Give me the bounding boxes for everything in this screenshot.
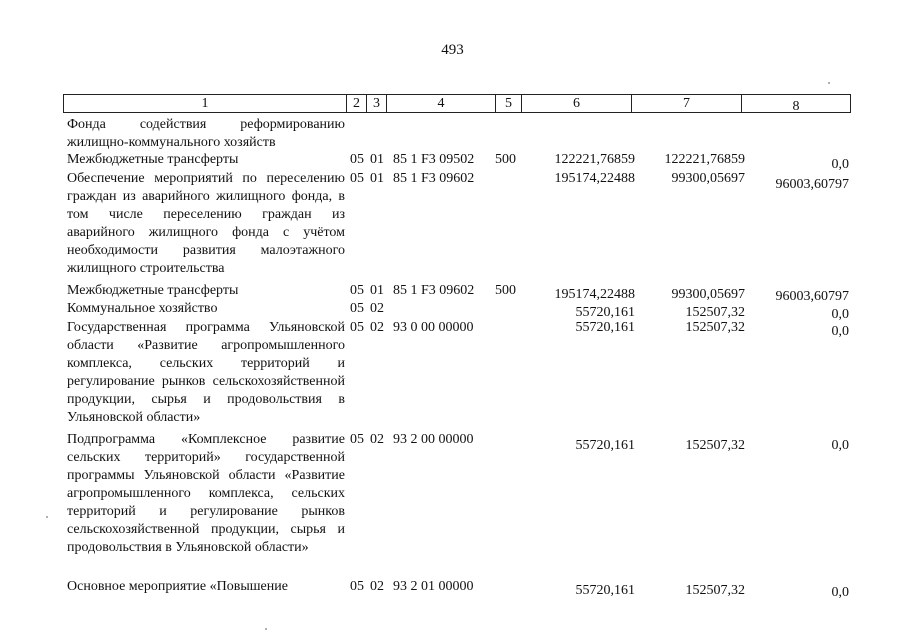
row-section: 05 — [350, 579, 364, 594]
row-value-6: 195174,22488 — [554, 287, 635, 302]
row-value-7: 122221,76859 — [664, 152, 745, 167]
row-code: 93 2 01 00000 — [393, 579, 474, 594]
row-value-7: 152507,32 — [685, 583, 745, 598]
row-value-8: 0,0 — [831, 585, 849, 600]
row-value-6: 55720,161 — [575, 305, 635, 320]
row-code: 85 1 F3 09502 — [393, 152, 475, 167]
header-col-7: 7 — [631, 94, 741, 113]
row-code: 85 1 F3 09602 — [393, 171, 475, 186]
row-section: 05 — [350, 320, 364, 335]
row-subsection: 01 — [370, 152, 384, 167]
header-col-1: 1 — [63, 94, 346, 113]
row-description: Государственная программа Ульяновской области «Развитие агропромышленного комплекса, сельских территорий и регулирование рынков сельскохозяйственной продукции, сырья и продовольствия в Ульяновской области» — [67, 320, 345, 425]
row-value-7: 152507,32 — [685, 320, 745, 335]
row-section: 05 — [350, 283, 364, 298]
header-col-8: 8 — [741, 94, 851, 113]
row-description: Основное мероприятие «Повышение — [67, 579, 288, 594]
row-description: Подпрограмма «Комплексное развитие сельских территорий» государственной программы Ульяновской области «Развитие агропромышленного комплекса, сельских территорий и регулирование рынков сельскохозяйственной продукции, сырья и продовольствия в Ульяновской области» — [67, 432, 345, 555]
header-col-4: 4 — [386, 94, 495, 113]
row-code: 85 1 F3 09602 — [393, 283, 475, 298]
row-subsection: 02 — [370, 579, 384, 594]
scan-speck — [828, 82, 830, 84]
page-number: 493 — [441, 42, 464, 58]
row-subsection: 02 — [370, 432, 384, 447]
header-col-2: 2 — [346, 94, 366, 113]
row-section: 05 — [350, 152, 364, 167]
row-value-7: 152507,32 — [685, 438, 745, 453]
row-value-7: 99300,05697 — [671, 171, 745, 186]
table-header — [63, 94, 851, 113]
row-value-8: 0,0 — [831, 324, 849, 339]
row-code: 93 0 00 00000 — [393, 320, 474, 335]
row-section: 05 — [350, 301, 364, 316]
row-description: Коммунальное хозяйство — [67, 301, 218, 316]
row-value-6: 122221,76859 — [554, 152, 635, 167]
row-value-7: 99300,05697 — [671, 287, 745, 302]
row-description: Межбюджетные трансферты — [67, 152, 239, 167]
row-type: 500 — [495, 152, 516, 167]
row-description: Межбюджетные трансферты — [67, 283, 239, 298]
row-value-8: 96003,60797 — [775, 289, 849, 304]
row-description: Обеспечение мероприятий по переселению граждан из аварийного жилищного фонда, в том числе переселению граждан из аварийного жилищного фонда с учётом необходимости развития малоэтажного жилищного строительства — [67, 171, 345, 276]
row-value-6: 195174,22488 — [554, 171, 635, 186]
row-section: 05 — [350, 432, 364, 447]
row-subsection: 02 — [370, 301, 384, 316]
row-subsection: 01 — [370, 283, 384, 298]
row-value-6: 55720,161 — [575, 320, 635, 335]
row-value-7: 152507,32 — [685, 305, 745, 320]
row-code: 93 2 00 00000 — [393, 432, 474, 447]
header-col-6: 6 — [521, 94, 631, 113]
row-subsection: 02 — [370, 320, 384, 335]
header-col-5: 5 — [495, 94, 521, 113]
row-value-8: 96003,60797 — [775, 177, 849, 192]
row-value-8: 0,0 — [831, 157, 849, 172]
row-section: 05 — [350, 171, 364, 186]
scan-speck — [265, 628, 267, 630]
row-value-8: 0,0 — [831, 307, 849, 322]
row-type: 500 — [495, 283, 516, 298]
row-value-6: 55720,161 — [575, 583, 635, 598]
header-col-3: 3 — [366, 94, 386, 113]
row-subsection: 01 — [370, 171, 384, 186]
scan-speck — [46, 516, 48, 518]
row-description: Фонда содействия реформированию жилищно-коммунального хозяйств — [67, 117, 345, 150]
row-value-8: 0,0 — [831, 438, 849, 453]
row-value-6: 55720,161 — [575, 438, 635, 453]
